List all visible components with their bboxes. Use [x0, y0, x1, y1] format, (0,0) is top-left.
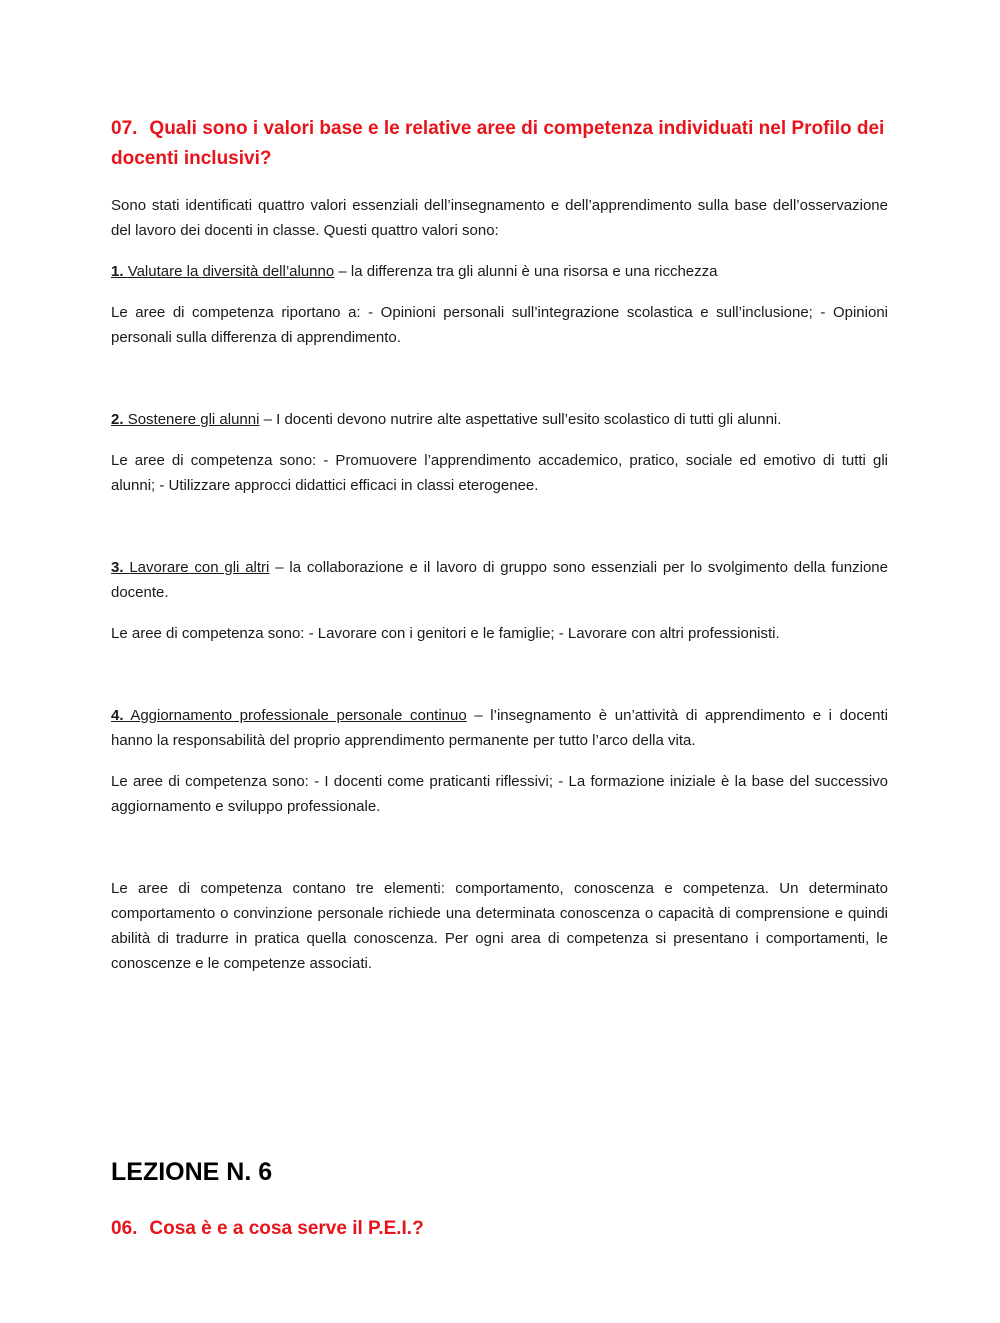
- value-2-label: [111, 411, 259, 428]
- value-3-line: [111, 555, 888, 605]
- value-4-block: [111, 703, 888, 753]
- section-07-title: [111, 114, 888, 174]
- value-1-line: [111, 259, 888, 284]
- value-3-areas-block: [111, 621, 888, 646]
- value-4-areas: Le aree di competenza sono: - I docenti come praticanti riflessivi; - La formazione iniziale è la base del successivo aggiornamento e sviluppo professionale.: [111, 773, 888, 815]
- value-2-description: – I docenti devono nutrire alte aspettative sull’esito scolastico di tutti gli alunni.: [259, 411, 782, 428]
- value-4-line: [111, 703, 888, 753]
- value-3-heading: Lavorare con gli altri: [129, 559, 270, 576]
- value-1-block: [111, 259, 888, 284]
- section-06-title-text: Cosa è e a cosa serve il P.E.I.?: [149, 1218, 424, 1239]
- value-2-line: [111, 407, 888, 432]
- intro-paragraph: Sono stati identificati quattro valori essenziali dell’insegnamento e dell’apprendimento sulla base dell’osservazione del lavoro dei docenti in classe. Questi quattro valori sono:: [111, 197, 888, 239]
- value-1-label: [111, 263, 334, 280]
- value-3-description: – la collaborazione e il lavoro di gruppo sono essenziali per lo svolgimento della funzione docente.: [111, 559, 888, 601]
- value-2-number: 2.: [111, 411, 124, 428]
- value-2-heading: Sostenere gli alunni: [127, 411, 260, 428]
- section-06-title-block: [111, 1214, 888, 1244]
- value-2-areas: Le aree di competenza sono: - Promuovere l’apprendimento accademico, pratico, sociale ed emotivo di tutti gli alunni; - Utilizzare approcci didattici efficaci in classi eterogenee.: [111, 452, 888, 494]
- section-07-title-text: Quali sono i valori base e le relative aree di competenza individuati nel Profilo dei docenti inclusivi?: [111, 118, 885, 169]
- value-4-areas-block: [111, 769, 888, 819]
- value-3-areas: Le aree di competenza sono: - Lavorare con i genitori e le famiglie; - Lavorare con altri professionisti.: [111, 625, 780, 642]
- value-3-label: [111, 559, 269, 576]
- value-4-description: – l’insegnamento è un’attività di apprendimento e i docenti hanno la responsabilità del proprio apprendimento permanente per tutto l’arco della vita.: [111, 707, 889, 749]
- closing-paragraph: Le aree di competenza contano tre elementi: comportamento, conoscenza e competenza. Un determinato comportamento o convinzione personale richiede una determinata conoscenza o capacità di comprensione e quindi abilità di tradurre in pratica quella conoscenza. Per ogni area di competenza si presentano i comportamenti, le conoscenze e le competenze associati.: [111, 880, 888, 972]
- value-3-block: [111, 555, 888, 605]
- section-06-number: 06.: [111, 1218, 138, 1239]
- value-1-areas: Le aree di competenza riportano a: - Opinioni personali sull’integrazione scolastica e sull’inclusione; - Opinioni personali sulla differenza di apprendimento.: [111, 304, 888, 346]
- value-2-block: [111, 407, 888, 432]
- value-4-number: 4.: [111, 707, 124, 724]
- section-06-title: [111, 1214, 888, 1244]
- value-4-heading: Aggiornamento professionale personale continuo: [130, 707, 467, 724]
- value-1-number: 1.: [111, 263, 124, 280]
- value-1-heading: Valutare la diversità dell’alunno: [127, 263, 335, 280]
- value-4-label: [111, 707, 467, 724]
- lesson-block: [111, 1158, 888, 1187]
- lesson-title: LEZIONE N. 6: [111, 1158, 273, 1186]
- section-07-title-block: [111, 114, 888, 174]
- value-2-areas-block: [111, 448, 888, 498]
- intro-block: [111, 193, 888, 243]
- value-1-areas-block: [111, 300, 888, 350]
- section-07-number: 07.: [111, 118, 138, 139]
- closing-block: [111, 876, 888, 976]
- value-3-number: 3.: [111, 559, 124, 576]
- value-1-description: – la differenza tra gli alunni è una risorsa e una ricchezza: [334, 263, 718, 280]
